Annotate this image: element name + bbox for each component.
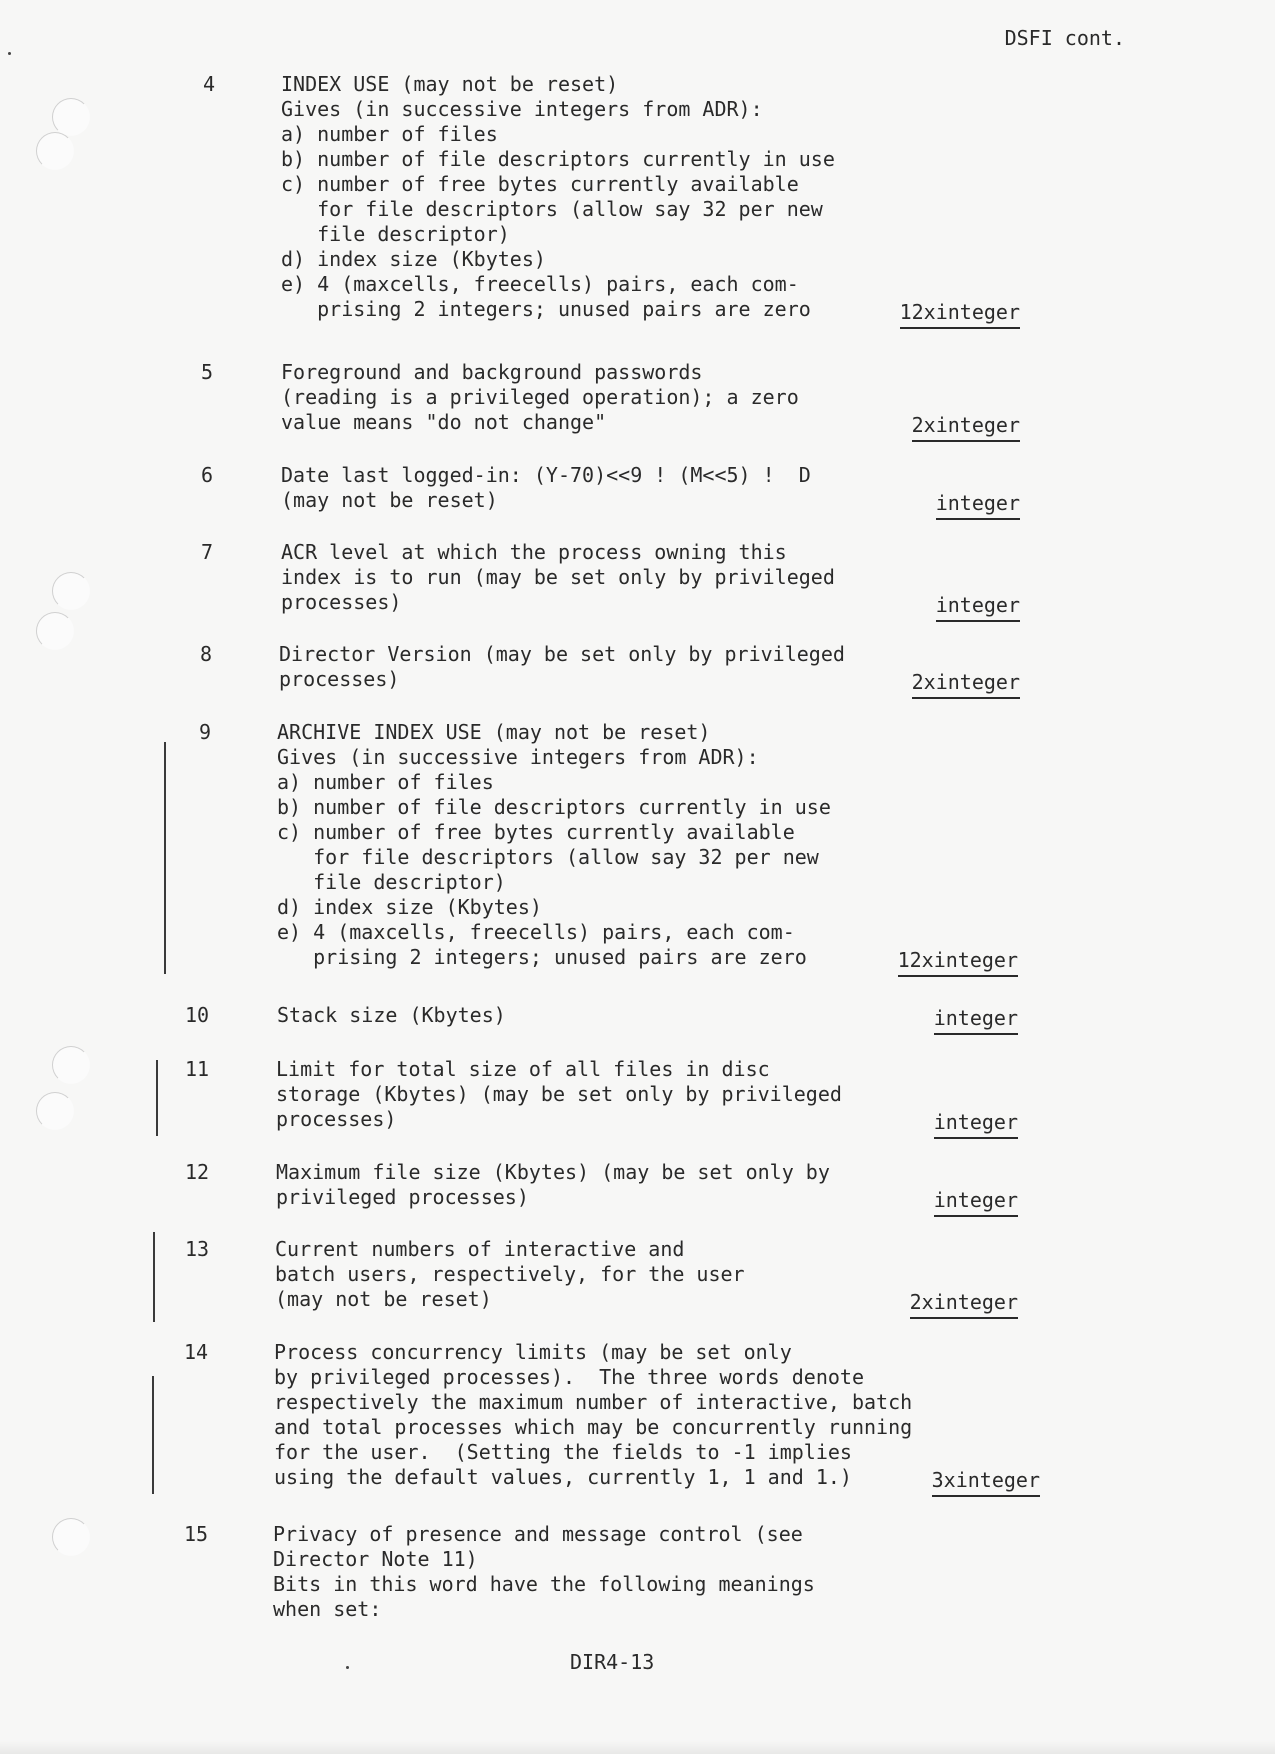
description-line: when set: [273,1597,382,1621]
description-line: processes) [279,667,400,691]
description-line: file descriptor) [281,222,510,246]
change-bar [153,1232,155,1322]
scan-speck [346,1666,349,1669]
description-line: by privileged processes). The three words denote [274,1365,865,1389]
scan-speck [8,52,11,55]
field-description [279,642,919,692]
description-line: c) number of free bytes currently available [281,172,799,196]
change-bar [152,1376,154,1494]
field-number: 4 [203,72,216,96]
description-line: Director Version (may be set only by privileged [279,642,845,666]
description-line: Process concurrency limits (may be set only [274,1340,792,1364]
description-line: a) number of files [281,122,498,146]
field-number: 13 [185,1237,210,1261]
field-number: 5 [201,360,214,384]
description-line: (may not be reset) [275,1287,492,1311]
description-line: Current numbers of interactive and [275,1237,685,1261]
description-line: a) number of files [277,770,494,794]
field-type: 3xinteger [932,1468,1040,1497]
description-line: file descriptor) [277,870,506,894]
field-description [281,463,921,513]
description-line: Foreground and background passwords [281,360,703,384]
description-line: INDEX USE (may not be reset) [281,72,619,96]
field-description [281,72,921,322]
field-description [275,1237,915,1312]
field-description [277,720,917,970]
field-description [274,1340,914,1490]
field-number: 7 [201,540,214,564]
description-line: prising 2 integers; unused pairs are zero [281,297,811,321]
field-type: integer [934,1110,1018,1139]
field-type: 12xinteger [898,948,1018,977]
field-description [277,1003,917,1028]
description-line: Limit for total size of all files in disc [276,1057,770,1081]
field-number: 6 [201,463,214,487]
description-line: d) index size (Kbytes) [281,247,546,271]
description-line: for file descriptors (allow say 32 per new [281,197,823,221]
field-description [276,1160,916,1210]
description-line: Gives (in successive integers from ADR): [277,745,759,769]
page-number: DIR4-13 [570,1650,655,1674]
description-line: c) number of free bytes currently available [277,820,795,844]
description-line: and total processes which may be concurrently running [274,1415,913,1439]
description-line: d) index size (Kbytes) [277,895,542,919]
field-description [276,1057,916,1132]
description-line: e) 4 (maxcells, freecells) pairs, each com- [281,272,799,296]
change-bar [156,1060,158,1136]
continued-header: DSFI cont. [1004,26,1125,50]
description-line: value means "do not change" [281,410,607,434]
description-line: using the default values, currently 1, 1 and 1.) [274,1465,852,1489]
punch-hole-mark [36,132,74,170]
field-number: 8 [200,642,213,666]
change-bar [164,742,166,974]
field-type: integer [934,1006,1018,1035]
description-line: privileged processes) [276,1185,529,1209]
description-line: Bits in this word have the following meanings [273,1572,815,1596]
description-line: prising 2 integers; unused pairs are zero [277,945,807,969]
field-type: 2xinteger [912,670,1020,699]
field-number: 10 [185,1003,210,1027]
punch-hole-mark [52,98,90,136]
field-description [281,360,921,435]
description-line: Privacy of presence and message control (see [273,1522,803,1546]
description-line: Date last logged-in: (Y-70)<<9 ! (M<<5) ! D [281,463,811,487]
field-description [281,540,921,615]
punch-hole-mark [52,572,90,610]
description-line: storage (Kbytes) (may be set only by privileged [276,1082,842,1106]
punch-hole-mark [36,612,74,650]
description-line: Gives (in successive integers from ADR): [281,97,763,121]
punch-hole-mark [52,1046,90,1084]
description-line: processes) [276,1107,397,1131]
description-line: Director Note 11) [273,1547,478,1571]
description-line: Maximum file size (Kbytes) (may be set only by [276,1160,830,1184]
field-number: 12 [185,1160,210,1184]
description-line: respectively the maximum number of interactive, batch [274,1390,913,1414]
field-type: 2xinteger [912,413,1020,442]
description-line: e) 4 (maxcells, freecells) pairs, each com- [277,920,795,944]
description-line: index is to run (may be set only by privileged [281,565,835,589]
description-line: for file descriptors (allow say 32 per new [277,845,819,869]
field-number: 15 [184,1522,209,1546]
field-type: integer [936,491,1020,520]
field-type: 2xinteger [910,1290,1018,1319]
punch-hole-mark [36,1092,74,1130]
description-line: for the user. (Setting the fields to -1 implies [274,1440,852,1464]
field-number: 11 [185,1057,210,1081]
description-line: (may not be reset) [281,488,498,512]
field-number: 9 [199,720,212,744]
field-type: integer [934,1188,1018,1217]
description-line: batch users, respectively, for the user [275,1262,745,1286]
description-line: (reading is a privileged operation); a zero [281,385,799,409]
punch-hole-mark [52,1518,90,1556]
description-line: ACR level at which the process owning this [281,540,787,564]
field-number: 14 [184,1340,209,1364]
field-type: 12xinteger [900,300,1020,329]
description-line: b) number of file descriptors currently in use [277,795,831,819]
description-line: ARCHIVE INDEX USE (may not be reset) [277,720,711,744]
description-line: Stack size (Kbytes) [277,1003,506,1027]
field-description [273,1522,913,1622]
field-type: integer [936,593,1020,622]
description-line: b) number of file descriptors currently in use [281,147,835,171]
description-line: processes) [281,590,402,614]
